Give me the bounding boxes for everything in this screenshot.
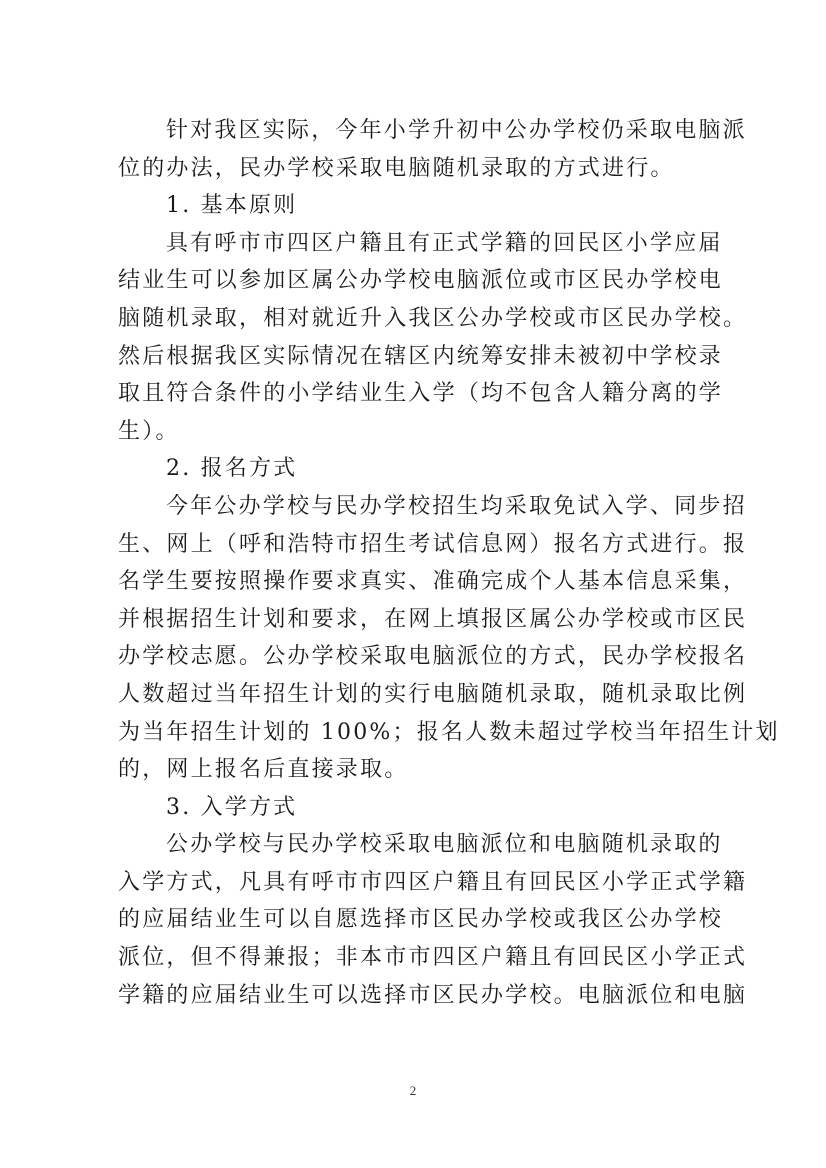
paragraph-line: 的应届结业生可以自愿选择市区民办学校或我区公办学校 <box>118 907 724 933</box>
paragraph-line: 生、网上（呼和浩特市招生考试信息网）报名方式进行。报 <box>118 531 748 557</box>
paragraph-line: 学籍的应届结业生可以选择市区民办学校。电脑派位和电脑 <box>118 982 748 1008</box>
paragraph-line: 然后根据我区实际情况在辖区内统筹安排未被初中学校录 <box>118 343 724 369</box>
paragraph-line: 公办学校与民办学校采取电脑派位和电脑随机录取的 <box>166 832 723 858</box>
paragraph-line: 生）。 <box>118 418 180 444</box>
paragraph-line: 结业生可以参加区属公办学校电脑派位或市区民办学校电 <box>118 268 724 294</box>
paragraph-line: 今年公办学校与民办学校招生均采取免试入学、同步招 <box>166 493 747 519</box>
paragraph-line: 并根据招生计划和要求，在网上填报区属公办学校或市区民 <box>118 606 748 632</box>
paragraph-line: 为当年招生计划的 100%；报名人数未超过学校当年招生计划 <box>118 719 780 745</box>
paragraph-line: 派位，但不得兼报；非本市市四区户籍且有回民区小学正式 <box>118 945 748 971</box>
section-heading: 3. 入学方式 <box>166 794 298 820</box>
paragraph-line: 针对我区实际，今年小学升初中公办学校仍采取电脑派 <box>166 118 747 143</box>
paragraph-line: 名学生要按照操作要求真实、准确完成个人基本信息采集， <box>118 569 748 595</box>
paragraph-line: 办学校志愿。公办学校采取电脑派位的方式，民办学校报名 <box>118 644 748 670</box>
paragraph-line: 取且符合条件的小学结业生入学（均不包含人籍分离的学 <box>118 381 724 407</box>
paragraph-line: 位的办法，民办学校采取电脑随机录取的方式进行。 <box>118 155 675 181</box>
section-heading: 1. 基本原则 <box>166 193 298 219</box>
document-body <box>118 112 780 1014</box>
page-number: 2 <box>409 1083 417 1098</box>
section-heading: 2. 报名方式 <box>166 456 298 482</box>
paragraph-line: 具有呼市市四区户籍且有正式学籍的回民区小学应届 <box>166 230 723 256</box>
paragraph-line: 人数超过当年招生计划的实行电脑随机录取，随机录取比例 <box>118 681 748 707</box>
paragraph-line: 的，网上报名后直接录取。 <box>118 757 409 783</box>
paragraph-line: 脑随机录取，相对就近升入我区公办学校或市区民办学校。 <box>118 305 748 331</box>
paragraph-line: 入学方式，凡具有呼市市四区户籍且有回民区小学正式学籍 <box>118 869 748 895</box>
